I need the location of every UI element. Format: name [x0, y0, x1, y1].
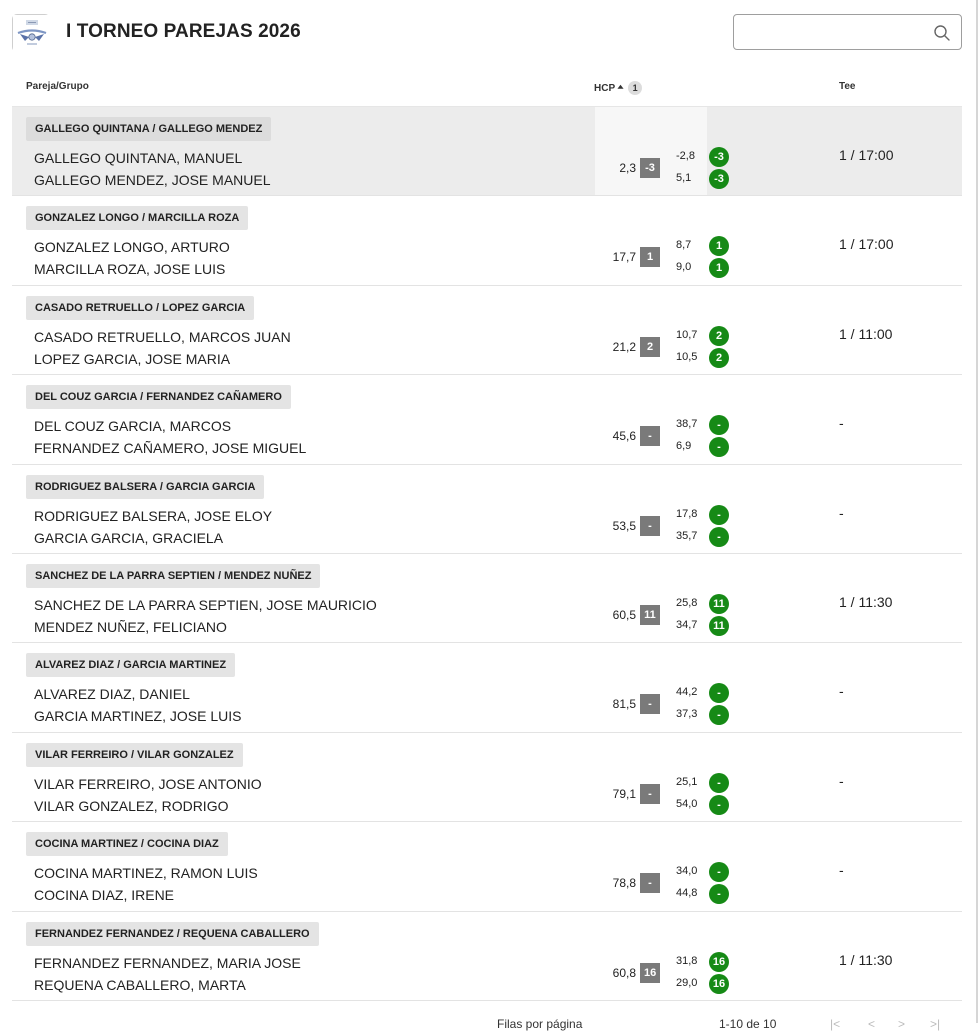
player-2-strokes-badge: 1	[709, 258, 729, 278]
player-1-strokes-badge: 1	[709, 236, 729, 256]
team-strokes-badge: 1	[640, 247, 660, 267]
player-1-name: COCINA MARTINEZ, RAMON LUIS	[34, 865, 258, 882]
pair-group-tag: GONZALEZ LONGO / MARCILLA ROZA	[26, 206, 248, 230]
tee-time: -	[839, 772, 844, 789]
tee-time: -	[839, 504, 844, 521]
player-2-name: GARCIA GARCIA, GRACIELA	[34, 529, 224, 546]
page-header	[0, 0, 976, 64]
player-1-name: CASADO RETRUELLO, MARCOS JUAN	[34, 328, 291, 345]
player-1-strokes-badge: -3	[709, 147, 729, 167]
tee-time: -	[839, 683, 844, 700]
pair-group-tag: DEL COUZ GARCIA / FERNANDEZ CAÑAMERO	[26, 385, 291, 409]
player-2-handicap: 35,7	[676, 529, 698, 542]
player-2-strokes-badge: 2	[709, 348, 729, 368]
player-2-strokes-badge: 11	[709, 616, 729, 636]
pair-group-tag: FERNANDEZ FERNANDEZ / REQUENA CABALLERO	[26, 922, 319, 946]
player-2-handicap: 29,0	[676, 976, 698, 989]
player-2-handicap: 10,5	[676, 350, 698, 363]
column-header-pareja[interactable]: Pareja/Grupo	[26, 81, 89, 92]
sort-ascending-icon	[617, 83, 624, 90]
search-icon[interactable]	[933, 24, 951, 42]
player-1-handicap: 38,7	[676, 418, 698, 431]
player-1-strokes-badge: -	[709, 683, 729, 703]
tee-time: 1 / 17:00	[839, 147, 894, 163]
table-row[interactable]	[12, 196, 962, 285]
table-row[interactable]	[12, 107, 962, 196]
column-header-hcp[interactable]	[594, 81, 642, 95]
team-handicap: 2,3	[619, 161, 636, 175]
team-handicap: 21,2	[612, 339, 636, 354]
player-2-name: MENDEZ NUÑEZ, FELICIANO	[34, 618, 227, 635]
player-2-handicap: 9,0	[676, 261, 692, 274]
team-handicap: 53,5	[612, 518, 636, 533]
pairs-table-body	[12, 107, 962, 1001]
team-strokes-badge: -	[640, 516, 660, 536]
tee-time: 1 / 11:30	[839, 951, 893, 968]
player-2-strokes-badge: -	[709, 884, 729, 904]
page-title: I TORNEO PAREJAS 2026	[66, 21, 301, 42]
pair-group-tag: VILAR FERREIRO / VILAR GONZALEZ	[26, 743, 243, 767]
pair-group-tag: CASADO RETRUELLO / LOPEZ GARCIA	[26, 296, 254, 320]
player-1-handicap: 17,8	[676, 507, 698, 520]
player-1-strokes-badge: -	[709, 415, 729, 435]
table-row[interactable]	[12, 465, 962, 554]
player-1-strokes-badge: -	[709, 862, 729, 882]
table-row[interactable]	[12, 286, 962, 375]
team-strokes-badge: -	[640, 784, 660, 804]
player-2-handicap: 37,3	[676, 708, 698, 721]
team-handicap: 78,8	[612, 876, 636, 891]
team-strokes-badge: 11	[640, 605, 660, 625]
player-1-name: GALLEGO QUINTANA, MANUEL	[34, 150, 243, 166]
player-2-name: FERNANDEZ CAÑAMERO, JOSE MIGUEL	[34, 440, 307, 457]
player-1-name: VILAR FERREIRO, JOSE ANTONIO	[34, 775, 262, 792]
team-handicap: 17,7	[612, 250, 636, 265]
rows-per-page-label: Filas por página	[497, 1017, 583, 1031]
tee-time: 1 / 11:00	[839, 325, 893, 342]
player-2-strokes-badge: -	[709, 527, 729, 547]
player-2-name: VILAR GONZALEZ, RODRIGO	[34, 797, 229, 814]
tee-time: 1 / 11:30	[839, 593, 893, 610]
table-row[interactable]	[12, 822, 962, 911]
player-1-handicap: 25,1	[676, 775, 698, 788]
player-2-name: MARCILLA ROZA, JOSE LUIS	[34, 261, 226, 278]
player-1-strokes-badge: 2	[709, 326, 729, 346]
sort-order-badge: 1	[628, 81, 642, 95]
tee-time: 1 / 17:00	[839, 236, 894, 253]
player-2-name: REQUENA CABALLERO, MARTA	[34, 976, 246, 993]
team-strokes-badge: -	[640, 694, 660, 714]
team-handicap: 45,6	[612, 429, 636, 444]
first-page-icon[interactable]: |<	[830, 1017, 841, 1031]
player-1-handicap: 8,7	[676, 239, 692, 252]
search-input[interactable]	[734, 15, 924, 49]
team-handicap: 79,1	[612, 786, 636, 801]
player-2-handicap: 6,9	[676, 440, 692, 453]
player-2-handicap: 34,7	[676, 618, 698, 631]
pagination-range: 1-10 de 10	[719, 1017, 777, 1031]
team-strokes-badge: -	[640, 426, 660, 446]
table-row[interactable]	[12, 912, 962, 1001]
team-strokes-badge: 16	[640, 963, 660, 983]
club-logo	[12, 14, 50, 52]
player-1-handicap: 10,7	[676, 328, 698, 341]
pair-group-tag: RODRIGUEZ BALSERA / GARCIA GARCIA	[26, 475, 264, 499]
player-1-name: GONZALEZ LONGO, ARTURO	[34, 239, 230, 256]
player-2-name: COCINA DIAZ, IRENE	[34, 887, 175, 904]
player-2-strokes-badge: 16	[709, 974, 729, 994]
column-header-hcp-label: HCP	[594, 82, 616, 94]
last-page-icon[interactable]: >|	[930, 1017, 941, 1031]
player-1-name: ALVAREZ DIAZ, DANIEL	[34, 686, 190, 703]
column-header-tee[interactable]: Tee	[839, 81, 856, 92]
team-handicap: 60,8	[612, 965, 636, 980]
pair-group-tag: ALVAREZ DIAZ / GARCIA MARTINEZ	[26, 653, 235, 677]
player-1-strokes-badge: -	[709, 505, 729, 525]
team-handicap: 81,5	[612, 697, 636, 712]
player-1-name: DEL COUZ GARCIA, MARCOS	[34, 418, 232, 435]
player-2-handicap: 54,0	[676, 797, 698, 810]
player-1-name: RODRIGUEZ BALSERA, JOSE ELOY	[34, 507, 273, 524]
pair-group-tag: SANCHEZ DE LA PARRA SEPTIEN / MENDEZ NUÑEZ	[26, 564, 320, 588]
player-1-name: FERNANDEZ FERNANDEZ, MARIA JOSE	[34, 954, 301, 971]
player-1-handicap: 44,2	[676, 686, 698, 699]
player-1-strokes-badge: 11	[709, 594, 729, 614]
team-strokes-badge: -	[640, 873, 660, 893]
team-strokes-badge: 2	[640, 337, 660, 357]
player-1-handicap: 34,0	[676, 865, 698, 878]
pair-group-tag: COCINA MARTINEZ / COCINA DIAZ	[26, 832, 228, 856]
prev-page-icon[interactable]: <	[868, 1017, 876, 1031]
table-row[interactable]	[12, 554, 962, 643]
player-2-handicap: 44,8	[676, 887, 698, 900]
pair-group-tag: GALLEGO QUINTANA / GALLEGO MENDEZ	[26, 117, 271, 141]
team-strokes-badge: -3	[640, 158, 660, 178]
player-2-handicap: 5,1	[676, 172, 692, 184]
table-row[interactable]	[12, 733, 962, 822]
tee-time: -	[839, 862, 844, 879]
table-header	[12, 64, 962, 107]
player-1-handicap: -2,8	[676, 150, 695, 162]
player-1-handicap: 25,8	[676, 596, 698, 609]
player-2-strokes-badge: -	[709, 437, 729, 457]
player-2-name: GALLEGO MENDEZ, JOSE MANUEL	[34, 172, 271, 188]
player-1-handicap: 31,8	[676, 954, 698, 967]
player-2-name: GARCIA MARTINEZ, JOSE LUIS	[34, 708, 242, 725]
player-2-strokes-badge: -	[709, 795, 729, 815]
pagination	[12, 1013, 962, 1033]
table-row[interactable]	[12, 643, 962, 732]
player-1-strokes-badge: 16	[709, 952, 729, 972]
tee-time: -	[839, 415, 844, 432]
golf-club-logo-icon	[13, 15, 51, 53]
team-handicap: 60,5	[612, 607, 636, 622]
table-row[interactable]	[12, 375, 962, 464]
player-2-strokes-badge: -3	[709, 169, 729, 189]
search-box[interactable]	[733, 14, 962, 50]
next-page-icon[interactable]: >	[898, 1017, 906, 1031]
player-2-name: LOPEZ GARCIA, JOSE MARIA	[34, 350, 231, 367]
player-1-strokes-badge: -	[709, 773, 729, 793]
player-1-name: SANCHEZ DE LA PARRA SEPTIEN, JOSE MAURICIO	[34, 596, 377, 613]
player-2-strokes-badge: -	[709, 705, 729, 725]
